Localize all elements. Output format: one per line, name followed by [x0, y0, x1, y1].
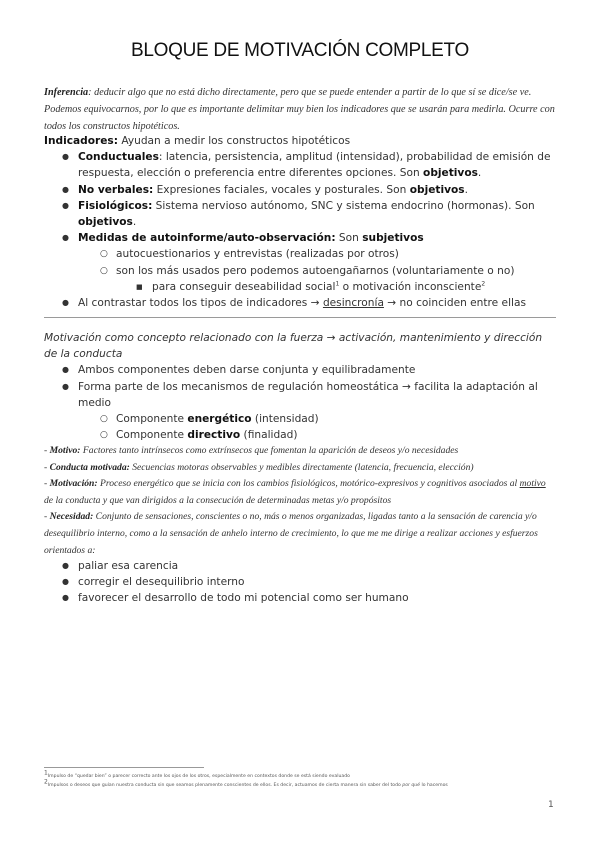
- component-pre: Componente: [116, 429, 188, 442]
- sub-item-text: son los más usados pero podemos autoengañarnos (voluntariamente o no): [116, 264, 515, 277]
- circle-bullet-icon: ○: [100, 249, 108, 260]
- item-strong: objetivos: [409, 183, 465, 196]
- sub-list-item: [44, 411, 556, 427]
- motivacion-section: [44, 330, 556, 443]
- item-term: Fisiológicos:: [78, 199, 153, 212]
- item-text: Forma parte de los mecanismos de regulación homeostática → facilita la adaptación al medio: [78, 380, 538, 409]
- definition-text: Secuencias motoras observables y medibles directamente (latencia, frecuencia, elección): [129, 461, 474, 473]
- sub-list-item: [44, 246, 556, 262]
- item-text: Expresiones faciales, vocales y posturales. Son: [153, 183, 410, 196]
- item-text: : latencia, persistencia, amplitud (intensidad), probabilidad de emisión de respuesta, elección o preferencia entre diferentes opciones. Son: [78, 151, 551, 180]
- bullet-icon: ●: [62, 577, 69, 587]
- definiciones-section: [44, 443, 556, 559]
- footnote-number: 1: [44, 769, 48, 777]
- inferencia-term: Inferencia: [44, 87, 89, 98]
- footnote-text-end: lo hacemos: [420, 783, 448, 788]
- list-item: [44, 182, 556, 198]
- footnote-divider: [44, 767, 204, 768]
- inferencia-paragraph: [44, 84, 556, 135]
- circle-bullet-icon: ○: [100, 414, 108, 425]
- list-item: [44, 379, 556, 411]
- component-post: (intensidad): [251, 413, 319, 426]
- definition-term: Motivación:: [49, 478, 98, 490]
- necesidad-list: [44, 558, 556, 607]
- component-strong: directivo: [187, 429, 241, 442]
- bullet-icon: ●: [62, 298, 69, 308]
- definition-prefix: -: [44, 461, 50, 473]
- page-title: BLOQUE DE MOTIVACIÓN COMPLETO: [131, 40, 469, 61]
- section-divider: [44, 317, 556, 318]
- bullet-icon: ●: [62, 233, 69, 243]
- item-end: .: [132, 216, 137, 229]
- definition-prefix: -: [44, 478, 50, 490]
- necesidad-section: [44, 558, 556, 607]
- definition-prefix: -: [44, 445, 50, 456]
- footnote-2: [44, 778, 564, 789]
- definition-necesidad: [44, 509, 556, 559]
- bullet-icon: ●: [62, 184, 69, 194]
- indicadores-text: Ayudan a medir los constructos hipotéticos: [117, 135, 351, 147]
- footnote-number: 2: [44, 778, 48, 786]
- item-term: No verbales:: [78, 183, 154, 196]
- list-item: [44, 230, 556, 246]
- sub-item-text: autocuestionarios y entrevistas (realizadas por otros): [116, 248, 399, 261]
- list-item: [44, 149, 556, 181]
- square-bullet-icon: ■: [136, 282, 143, 291]
- definition-text: Factores tanto intrínsecos como extrínsecos que fomentan la aparición de deseos y/o necesidades: [80, 445, 459, 456]
- list-item: [44, 295, 556, 311]
- desincronia-term: desincronía: [322, 297, 384, 310]
- definition-text-end: de la conducta y que van dirigidos a la consecución de determinadas metas y/o propósitos: [44, 494, 392, 506]
- sub-list-item: [44, 427, 556, 443]
- indicadores-section: [44, 133, 556, 311]
- page-number: 1: [548, 800, 554, 810]
- item-term: Conductuales: [78, 151, 159, 164]
- item-text: paliar esa carencia: [78, 560, 179, 572]
- sub-sub-item-mid: o motivación inconsciente: [339, 280, 482, 293]
- list-item: [44, 558, 556, 574]
- definition-text: Proceso energético que se inicia con los cambios fisiológicos, motórico-expresivos y cognitivos asociados al: [97, 478, 520, 490]
- list-item: [44, 574, 556, 590]
- list-item: [44, 198, 556, 230]
- item-text: Ambos componentes deben darse conjunta y equilibradamente: [78, 364, 416, 377]
- bullet-icon: ●: [62, 200, 69, 210]
- item-strong: objetivos: [423, 167, 478, 180]
- list-item: [44, 362, 556, 378]
- item-end: .: [464, 183, 468, 196]
- sub-sub-list-item: [44, 279, 556, 295]
- item-strong: objetivos: [78, 216, 133, 229]
- motivo-underlined: motivo: [519, 478, 546, 490]
- indicadores-label: Indicadores:: [44, 135, 118, 147]
- definition-motivo: [44, 443, 556, 460]
- component-post: (finalidad): [240, 429, 298, 442]
- indicadores-list: [44, 149, 556, 311]
- definition-text: Conjunto de sensaciones, conscientes o no, más o menos organizadas, ligadas tanto a la sensación de carencia y/o desequilibrio interno, como a la sensación de anhelo interno de crecimiento, lo que me me dirige a realizar acciones y esfuerzos orientados a:: [44, 511, 538, 556]
- circle-bullet-icon: ○: [100, 430, 108, 441]
- item-strong: subjetivos: [362, 232, 424, 245]
- definition-motivacion: [44, 476, 556, 509]
- footnote-text: Impulsos o deseos que guían nuestra conducta sin que seamos plenamente conscientes de ellos. Es decir, actuamos de cierta manera sin saber del todo: [47, 783, 403, 788]
- contrast-post: → no coinciden entre ellas: [383, 297, 526, 310]
- item-text: Sistema nervioso autónomo, SNC y sistema endocrino (hormonas). Son: [152, 199, 535, 212]
- indicadores-lead: [44, 133, 556, 149]
- definition-prefix: -: [44, 511, 50, 523]
- definition-term: Necesidad:: [49, 511, 94, 523]
- item-text: corregir el desequilibrio interno: [78, 576, 245, 589]
- footnote-text: Impulso de “quedar bien” o parecer correcto ante los ojos de los otros, especialmente en contextos donde se está siendo evaluado: [47, 774, 350, 779]
- definition-term: Motivo:: [49, 445, 81, 456]
- component-strong: energético: [187, 413, 252, 426]
- item-text: Son: [335, 232, 363, 245]
- definition-term: Conducta motivada:: [49, 461, 130, 473]
- footnote-ref-1[interactable]: 1: [335, 280, 340, 288]
- footnote-1: [44, 769, 564, 780]
- contrast-pre: Al contrastar todos los tipos de indicadores →: [78, 297, 323, 310]
- item-term: Medidas de autoinforme/auto-observación:: [78, 232, 336, 245]
- bullet-icon: ●: [62, 381, 69, 391]
- circle-bullet-icon: ○: [100, 265, 108, 276]
- sub-sub-item-text: para conseguir deseabilidad social: [152, 280, 336, 293]
- motivacion-list: [44, 362, 556, 443]
- definition-conducta-motivada: [44, 460, 556, 477]
- bullet-icon: ●: [62, 561, 69, 570]
- bullet-icon: ●: [62, 365, 69, 375]
- footnote-italic: por qué: [402, 783, 421, 788]
- inferencia-text: : deducir algo que no está dicho directamente, pero que se puede entender a partir de lo que sí se dice/se ve. Podemos equivocarnos, por lo que es importante delimitar muy bien los indicadores que se usarán para medirla. Ocurre con todos los constructos hipotéticos.: [44, 87, 555, 132]
- bullet-icon: ●: [62, 152, 69, 162]
- component-pre: Componente: [116, 413, 188, 426]
- item-text: favorecer el desarrollo de todo mi potencial como ser humano: [78, 592, 409, 605]
- bullet-icon: ●: [62, 593, 69, 603]
- sub-list-item: [44, 263, 556, 279]
- footnote-ref-2[interactable]: 2: [481, 280, 486, 288]
- motivacion-heading: Motivación como concepto relacionado con la fuerza → activación, mantenimiento y dirección de la conducta: [44, 332, 543, 361]
- item-end: .: [477, 167, 482, 180]
- list-item: [44, 590, 556, 606]
